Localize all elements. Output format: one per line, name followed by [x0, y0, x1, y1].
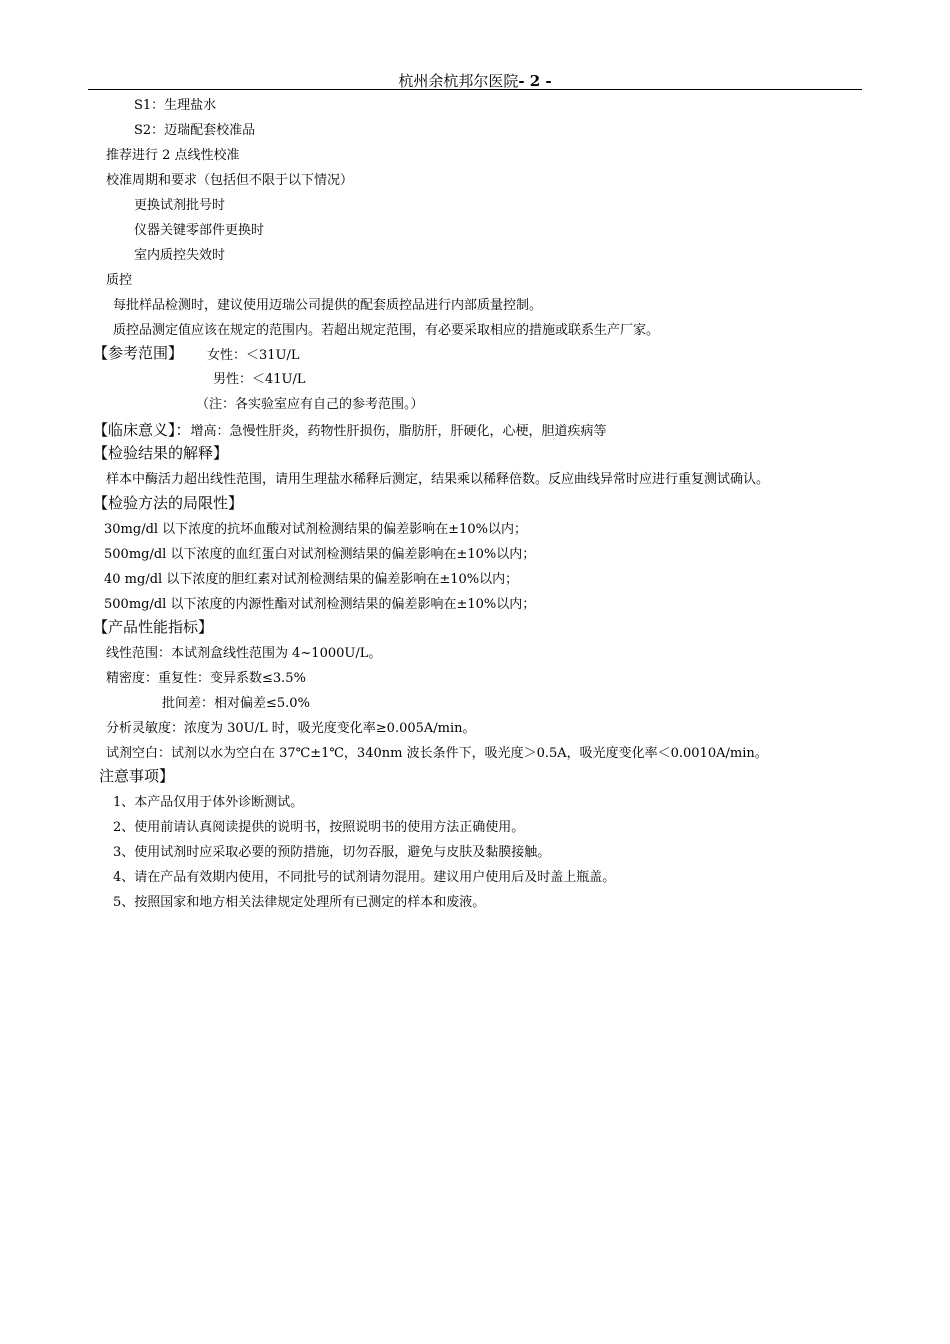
calibration-item: 仪器关键零部件更换时 [134, 223, 265, 238]
calibration-item: 室内质控失效时 [134, 248, 226, 263]
qc-line: 质控品测定值应该在规定的范围内。若超出规定范围，有必要采取相应的措施或联系生产厂家。 [113, 323, 660, 338]
calibration-period-title: 校准周期和要求（包括但不限于以下情况） [106, 173, 354, 188]
header-divider [88, 89, 862, 90]
clinical-row [93, 420, 607, 442]
precautions-heading: 注意事项】 [99, 767, 175, 785]
qc-line: 每批样品检测时，建议使用迈瑞公司提供的配套质控品进行内部质量控制。 [113, 298, 543, 313]
limitation-line: 500mg/dl 以下浓度的内源性酯对试剂检测结果的偏差影响在±10%以内； [104, 597, 536, 612]
reference-heading: 【参考范围】 [93, 344, 184, 362]
calibration-item: 更换试剂批号时 [134, 198, 226, 213]
precaution-item: 3、使用试剂时应采取必要的预防措施，切勿吞服，避免与皮肤及黏膜接触。 [113, 845, 551, 860]
page-number: - 2 - [518, 72, 552, 90]
qc-title: 质控 [106, 273, 133, 288]
precaution-item: 1、本产品仅用于体外诊断测试。 [113, 795, 304, 810]
reference-male: 男性：＜41U/L [213, 372, 306, 387]
interpretation-text: 样本中酶活力超出线性范围，请用生理盐水稀释后测定，结果乘以稀释倍数。反应曲线异常时应进行重复测试确认。 [106, 472, 770, 487]
page-header [0, 70, 950, 91]
performance-linearity: 线性范围：本试剂盒线性范围为 4~1000U/L。 [106, 646, 382, 661]
clinical-heading: 【临床意义】： [93, 421, 191, 439]
limitation-line: 30mg/dl 以下浓度的抗坏血酸对试剂检测结果的偏差影响在±10%以内； [104, 522, 527, 537]
reference-female: 女性：＜31U/L [207, 348, 300, 363]
performance-precision: 精密度：重复性：变异系数≤3.5% [106, 671, 306, 686]
precaution-item: 5、按照国家和地方相关法律规定处理所有已测定的样本和废液。 [113, 895, 486, 910]
performance-between-batch: 批间差：相对偏差≤5.0% [162, 696, 310, 711]
performance-sensitivity: 分析灵敏度：浓度为 30U/L 时，吸光度变化率≥0.005A/min。 [106, 721, 476, 736]
calibration-recommend: 推荐进行 2 点线性校准 [106, 148, 240, 163]
hospital-name: 杭州余杭邦尔医院 [398, 72, 519, 90]
performance-blank: 试剂空白：试剂以水为空白在 37℃±1℃，340nm 波长条件下，吸光度＞0.5A，吸光度变化率＜0.0010A/min。 [106, 746, 768, 761]
limitation-line: 40 mg/dl 以下浓度的胆红素对试剂检测结果的偏差影响在±10%以内； [104, 572, 519, 587]
precaution-item: 4、请在产品有效期内使用，不同批号的试剂请勿混用。建议用户使用后及时盖上瓶盖。 [113, 870, 616, 885]
interpretation-heading: 【检验结果的解释】 [93, 444, 229, 462]
reference-note: （注：各实验室应有自己的参考范围。） [196, 397, 424, 412]
calibrator-s1: S1：生理盐水 [134, 98, 217, 113]
limitation-line: 500mg/dl 以下浓度的血红蛋白对试剂检测结果的偏差影响在±10%以内； [104, 547, 536, 562]
clinical-text: 增高：急慢性肝炎，药物性肝损伤，脂肪肝，肝硬化，心梗，胆道疾病等 [190, 424, 607, 439]
calibrator-s2: S2：迈瑞配套校准品 [134, 123, 256, 138]
precaution-item: 2、使用前请认真阅读提供的说明书，按照说明书的使用方法正确使用。 [113, 820, 525, 835]
performance-heading: 【产品性能指标】 [93, 618, 214, 636]
limitations-heading: 【检验方法的局限性】 [93, 494, 244, 512]
